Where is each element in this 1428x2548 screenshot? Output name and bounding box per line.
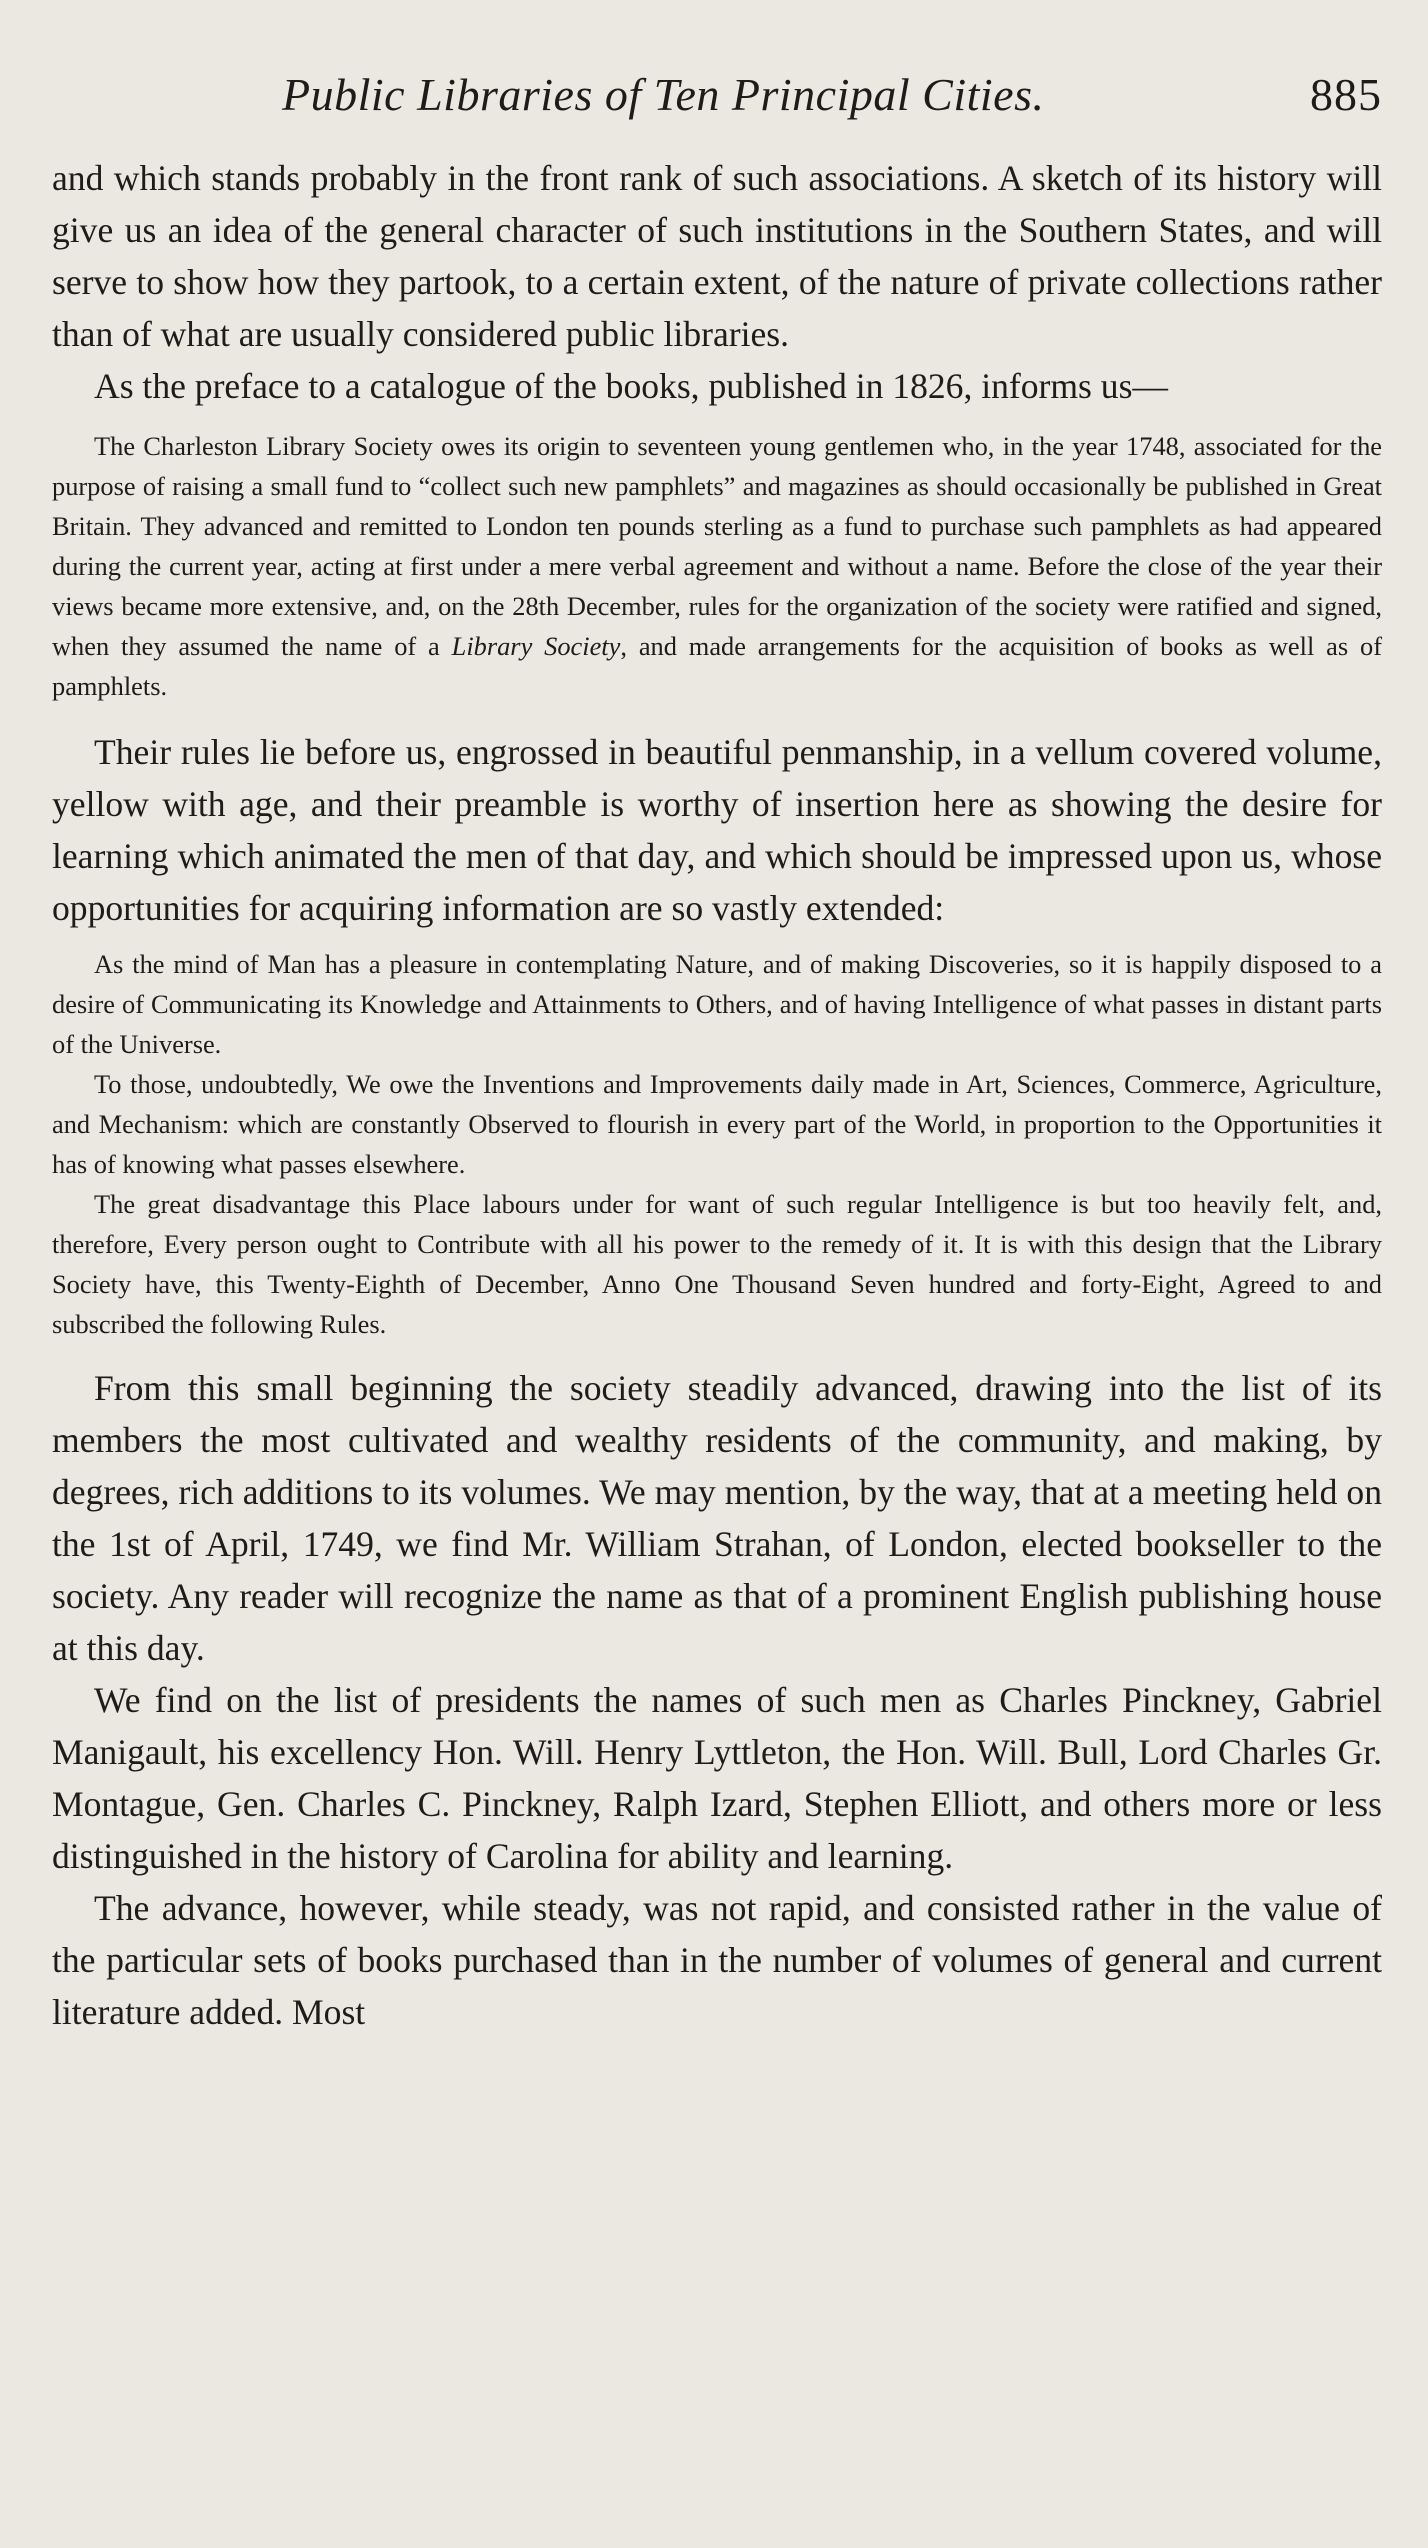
paragraph-6: The advance, however, while steady, was not rapid, and consisted rather in the value of the particular sets of books purchased than in the number of volumes of general and current literature added. Most <box>52 1888 1382 2032</box>
block-quote-preface <box>52 426 1382 706</box>
block-quote-preamble <box>52 944 1382 1344</box>
book-page <box>52 60 1382 2530</box>
page-header <box>52 60 1382 130</box>
quote-preamble-paragraph-2: To those, undoubtedly, We owe the Inventions and Improvements daily made in Art, Sciences, Commerce, Agriculture, and Mechanism: which are constantly Observed to flourish in every part of the World, in proportion to the Opportunities it has of knowing what passes elsewhere. <box>52 1069 1382 1179</box>
quote-preface-paragraph <box>52 426 1382 706</box>
paragraph-3: Their rules lie before us, engrossed in beautiful penmanship, in a vellum covered volume, yellow with age, and their preamble is worthy of insertion here as showing the desire for learning which animated the men of that day, and which should be impressed upon us, whose opportunities for acquiring information are so vastly extended: <box>52 732 1382 928</box>
paragraph-5: We find on the list of presidents the names of such men as Charles Pinckney, Gabriel Manigault, his excellency Hon. Will. Henry Lyttleton, the Hon. Will. Bull, Lord Charles Gr. Montague, Gen. Charles C. Pinckney, Ralph Izard, Stephen Elliott, and others more or less distinguished in the history of Carolina for ability and learning. <box>52 1680 1382 1876</box>
paragraph-2: As the preface to a catalogue of the books, published in 1826, informs us— <box>94 366 1169 406</box>
quote-preface-italic-term: Library Society <box>451 631 621 661</box>
quote-preface-text-after: , and made arrangements for the acquisition of books as well as of pamphlets. <box>52 631 1382 701</box>
page-number: 885 <box>1310 69 1382 120</box>
quote-preamble-paragraph-1: As the mind of Man has a pleasure in contemplating Nature, and of making Discoveries, so it is happily disposed to a desire of Communicating its Knowledge and Attainments to Others, and of having Intelligence of what passes in distant parts of the Universe. <box>52 949 1382 1059</box>
paragraph-1: and which stands probably in the front rank of such associations. A sketch of its history will give us an idea of the general character of such institutions in the Southern States, and will serve to show how they partook, to a certain extent, of the nature of private collections rather than of what are usually considered public libraries. <box>52 158 1382 354</box>
running-title: Public Libraries of Ten Principal Cities. <box>282 69 1045 120</box>
paragraph-4: From this small beginning the society steadily advanced, drawing into the list of its members the most cultivated and wealthy residents of the community, and making, by degrees, rich additions to its volumes. We may mention, by the way, that at a meeting held on the 1st of April, 1749, we find Mr. William Strahan, of London, elected bookseller to the society. Any reader will recognize the name as that of a prominent English publishing house at this day. <box>52 1368 1382 1668</box>
quote-preamble-paragraph-3: The great disadvantage this Place labours under for want of such regular Intelligence is but too heavily felt, and, therefore, Every person ought to Contribute with all his power to the remedy of it. It is with this design that the Library Society have, this Twenty-Eighth of December, Anno One Thousand Seven hundred and forty-Eight, Agreed to and subscribed the following Rules. <box>52 1189 1382 1339</box>
quote-preface-text-before: The Charleston Library Society owes its origin to seventeen young gentlemen who, in the year 1748, associated for the purpose of raising a small fund to “collect such new pamphlets” and magazines as should occasionally be published in Great Britain. They advanced and remitted to London ten pounds sterling as a fund to purchase such pamphlets as had appeared during the current year, acting at first under a mere verbal agreement and without a name. Before the close of the year their views became more extensive, and, on the 28th December, rules for the organization of the society were ratified and signed, when they assumed the name of a <box>52 431 1382 661</box>
